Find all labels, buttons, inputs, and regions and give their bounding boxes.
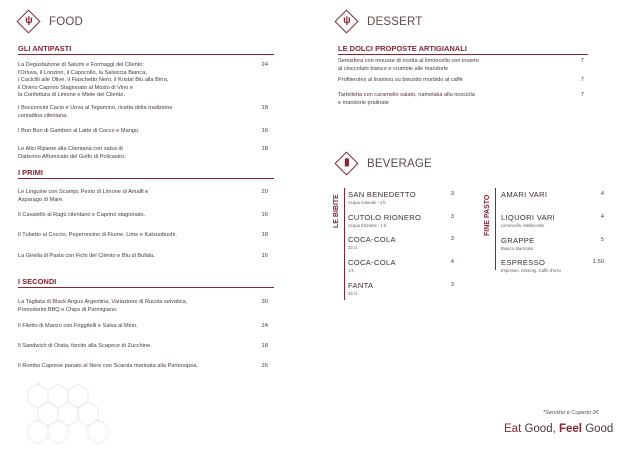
dolci-title: LE DOLCI PROPOSTE ARTIGIANALI [338, 44, 467, 53]
slogan [504, 423, 613, 435]
slogan-eat: Eat [504, 423, 522, 435]
bibite-item-price: 3 [450, 282, 454, 288]
antipasti-divider [18, 54, 274, 55]
dessert-item-price: 7 [580, 58, 584, 64]
fine-pasto-label: FINE PASTO [484, 194, 491, 236]
decorative-hexagon-pattern [18, 380, 126, 448]
fine-pasto-item-price: 4 [600, 214, 604, 220]
antipasti-item-price: 24 [261, 62, 268, 68]
antipasti-item-text: I Bocconcini Cacio e Uova al Tegamino, ricetta della tradizione contadina cilentana. [18, 105, 173, 119]
antipasti-item-price: 18 [261, 146, 268, 152]
secondi-divider [18, 287, 274, 288]
primi-divider [18, 178, 274, 179]
dessert-item-price: 7 [580, 77, 584, 83]
primi-item-price: 18 [261, 232, 268, 238]
bibite-item-name: SAN BENEDETTO [348, 190, 416, 199]
fine-pasto-item-name: ESPRESSO [501, 258, 546, 267]
fine-pasto-item-detail: Bianca, Barricata [501, 246, 533, 251]
primi-item-text: Il Tubetto al Coccio, Peperoncino di Fiume, Lime e Katsuobushi. [18, 232, 177, 238]
fine-pasto-divider [495, 188, 496, 270]
dessert-title: DESSERT [367, 15, 423, 28]
antipasti-item-text: La Degustazione di Salumi e Formaggi del Cilento: l'Orluva, il Lonzino, il Capocollo, la Salsiccia Bianca, i Cacicilli alle Olive, il Fiaschetto Nero, il Kristal Blu alla Birra, il Divino Caprino Stagionato al Mosto di Vino e la Confettura di Limone e Miele del Cilento. [18, 62, 169, 99]
beverage-title: BEVERAGE [367, 157, 432, 170]
secondi-item-text: Il Rombo Caprese panato al Nero con Scarola marinata alla Partenopea. [18, 363, 199, 369]
bibite-item-name: CUTOLO RIONERO [348, 213, 422, 222]
primi-title: I PRIMI [18, 168, 44, 177]
bibite-item-price: 4 [450, 259, 454, 265]
bibite-item-price: 3 [450, 214, 454, 220]
bibite-item-detail: Acqua frizzante - 1 lt. [348, 223, 388, 228]
dessert-item-text: Tartelletta con caramello salato, namelaka alla nocciola e mandorle pralinate [338, 92, 475, 106]
secondi-title: I SECONDI [18, 277, 57, 286]
bibite-item-name: FANTA [348, 281, 374, 290]
slogan-good-1: Good, [521, 423, 559, 435]
primi-item-text: La Girella di Pasta con Fichi del Cilento e Blu di Bufala. [18, 253, 155, 259]
antipasti-item-text: I Bon Bon di Gamberi al Latte di Cocco e Mango. [18, 128, 140, 134]
primi-item-price: 20 [261, 189, 268, 195]
secondi-item-price: 18 [261, 343, 268, 349]
secondi-item-price: 24 [261, 323, 268, 329]
bibite-item-detail: 33 cl. [348, 245, 359, 250]
primi-item-text: Le Linguine con Scampi, Pesto di Limone di Amalfi e Asparago di Mare. [18, 189, 149, 203]
primi-item-text: Il Cavatello al Ragù cilentano e Caprino stagionato. [18, 212, 146, 218]
bibite-item-detail: 1 lt. [348, 268, 355, 273]
antipasti-item-text: Le Alici Ripiene alla Cilentana con salsa di Datterino Affumicato del Golfo di Policastro. [18, 146, 126, 160]
dessert-item-text: Profiteroles al tiramisù su biscotto morbido al caffè [338, 77, 463, 83]
fine-pasto-item-name: AMARI VARI [501, 190, 548, 199]
food-header [20, 13, 83, 30]
primi-item-price: 16 [261, 212, 268, 218]
fine-pasto-item-name: LIQUORI VARI [501, 213, 556, 222]
fine-pasto-item-name: GRAPPE [501, 236, 535, 245]
bibite-item-name: COCA-COLA [348, 258, 396, 267]
bibite-item-detail: Acqua naturale - 1 lt. [348, 200, 387, 205]
dessert-item-text: Semisfera con mousse di ricotta al limoncello con inserto al cioccolato bianco e crumble alle mandorle [338, 58, 479, 72]
dessert-header [338, 13, 423, 30]
antipasti-item-price: 18 [261, 105, 268, 111]
beverage-header [338, 155, 432, 172]
bibite-label: LE BIBITE [333, 194, 340, 228]
bibite-item-name: COCA-COLA [348, 235, 396, 244]
fork-knife-icon: ψ [334, 9, 358, 33]
secondi-item-price: 26 [261, 363, 268, 369]
antipasti-item-price: 16 [261, 128, 268, 134]
secondi-item-text: Il Filetto di Manzo con Friggitelli e Salsa al Mirin. [18, 323, 138, 329]
fork-knife-icon: ψ [16, 9, 40, 33]
bibite-item-price: 3 [450, 191, 454, 197]
slogan-good-2: Good [582, 423, 614, 435]
glass-icon: ▮ [334, 151, 358, 175]
service-note: *Servizio e Coperto 2€ [543, 410, 599, 416]
bibite-item-price: 3 [450, 236, 454, 242]
dessert-item-price: 7 [580, 92, 584, 98]
fine-pasto-item-detail: Espresso, Ginseng, Caffè d'orzo [501, 268, 562, 273]
primi-item-price: 16 [261, 253, 268, 259]
antipasti-title: GLI ANTIPASTI [18, 44, 72, 53]
fine-pasto-item-price: 4 [600, 191, 604, 197]
secondi-item-price: 30 [261, 299, 268, 305]
slogan-feel: Feel [558, 423, 582, 435]
bibite-divider [344, 188, 345, 300]
fine-pasto-item-price: 5 [600, 237, 604, 243]
secondi-item-text: La Tagliata di Black Angus Argentina, Variazione di Rucola selvatica, Pomodorini BBQ e Chips di Parmigiano. [18, 299, 188, 313]
dolci-divider [338, 54, 588, 55]
fine-pasto-item-price: 1.50 [592, 259, 604, 265]
bibite-item-detail: 33 cl. [348, 291, 359, 296]
secondi-item-text: Il Sandwich di Orata, farcito alla Scapece di Zucchine. [18, 343, 152, 349]
food-title: FOOD [49, 15, 84, 28]
fine-pasto-item-detail: Limoncello, Melloncello [501, 223, 545, 228]
